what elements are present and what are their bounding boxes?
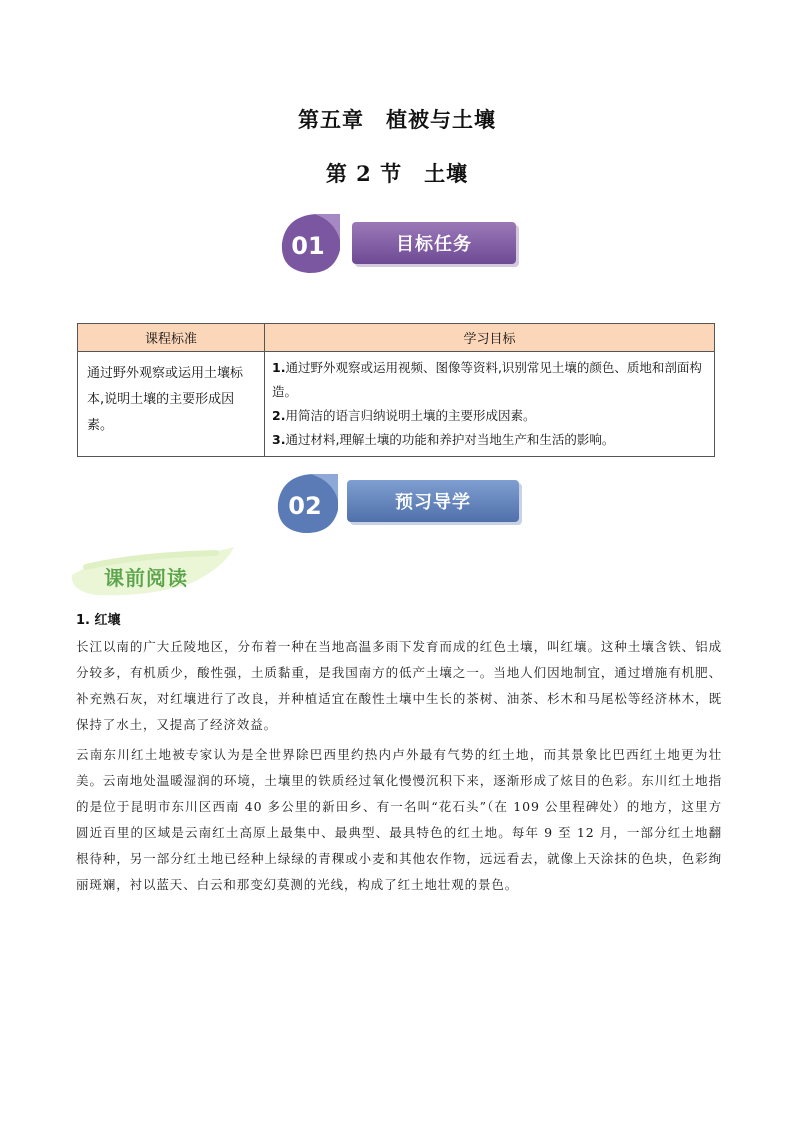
goal-text: 通过材料,理解土壤的功能和养护对当地生产和生活的影响。 [285, 432, 615, 447]
goal-number: 3. [272, 432, 286, 447]
course-standard-cell: 通过野外观察或运用土壤标本,说明土壤的主要形成因素。 [78, 352, 265, 457]
section-number-badge-01 [274, 210, 344, 276]
section-title: 第 2 节 土壤 [325, 161, 469, 186]
section-number-02: 02 [288, 492, 322, 520]
table-row [78, 352, 715, 457]
goal-item [272, 428, 707, 452]
goal-item [272, 404, 707, 428]
goals-table [77, 323, 715, 457]
reading-paragraph: 长江以南的广大丘陵地区，分布着一种在当地高温多雨下发育而成的红色土壤，叫红壤。这种土壤含铁、铝成分较多，有机质少，酸性强，土质黏重，是我国南方的低产土壤之一。当地人们因地制宜，通过增施有机肥、补充熟石灰，对红壤进行了改良，并种植适宜在酸性土壤中生长的茶树、油茶、杉木和马尾松等经济林木，既保持了水土，又提高了经济效益。 [76, 639, 722, 732]
goal-text: 通过野外观察或运用视频、图像等资料,识别常见土壤的颜色、质地和剖面构造。 [272, 360, 702, 399]
reading-subheading: 1. 红壤 [76, 613, 121, 628]
goal-text: 用简洁的语言归纳说明土壤的主要形成因素。 [285, 408, 536, 423]
section-number-badge-02 [270, 470, 342, 536]
header-course-standard: 课程标准 [78, 324, 265, 352]
section-number-01: 01 [291, 232, 325, 260]
table-header-row [78, 324, 715, 352]
section-banner-preview-guide: 预习导学 [347, 480, 519, 522]
header-learning-goals: 学习目标 [265, 324, 715, 352]
goal-number: 2. [272, 408, 286, 423]
pre-class-reading-header: 课前阅读 [104, 566, 188, 590]
goal-number: 1. [272, 360, 286, 375]
section-banner-target-tasks: 目标任务 [352, 222, 516, 264]
learning-goals-cell [265, 352, 715, 457]
chapter-title: 第五章 植被与土壤 [298, 107, 496, 132]
goal-item [272, 356, 707, 404]
reading-paragraph: 云南东川红土地被专家认为是全世界除巴西里约热内卢外最有气势的红土地，而其景象比巴西红土地更为壮美。云南地处温暖湿润的环境，土壤里的铁质经过氧化慢慢沉积下来，逐渐形成了炫目的色彩。东川红土地指的是位于昆明市东川区西南 40 多公里的新田乡、有一名叫“花石头”（在 109 公里程碑处）的地方，这里方圆近百里的区域是云南红土高原上最集中、最典型、最具特色的红土地。每年 9 至 12 月，一部分红土地翻根待种，另一部分红土地已经种上绿绿的青稞或小麦和其他农作物，远远看去，就像上天涂抹的色块，色彩绚丽斑斓，衬以蓝天、白云和那变幻莫测的光线，构成了红土地壮观的景色。 [76, 747, 722, 892]
